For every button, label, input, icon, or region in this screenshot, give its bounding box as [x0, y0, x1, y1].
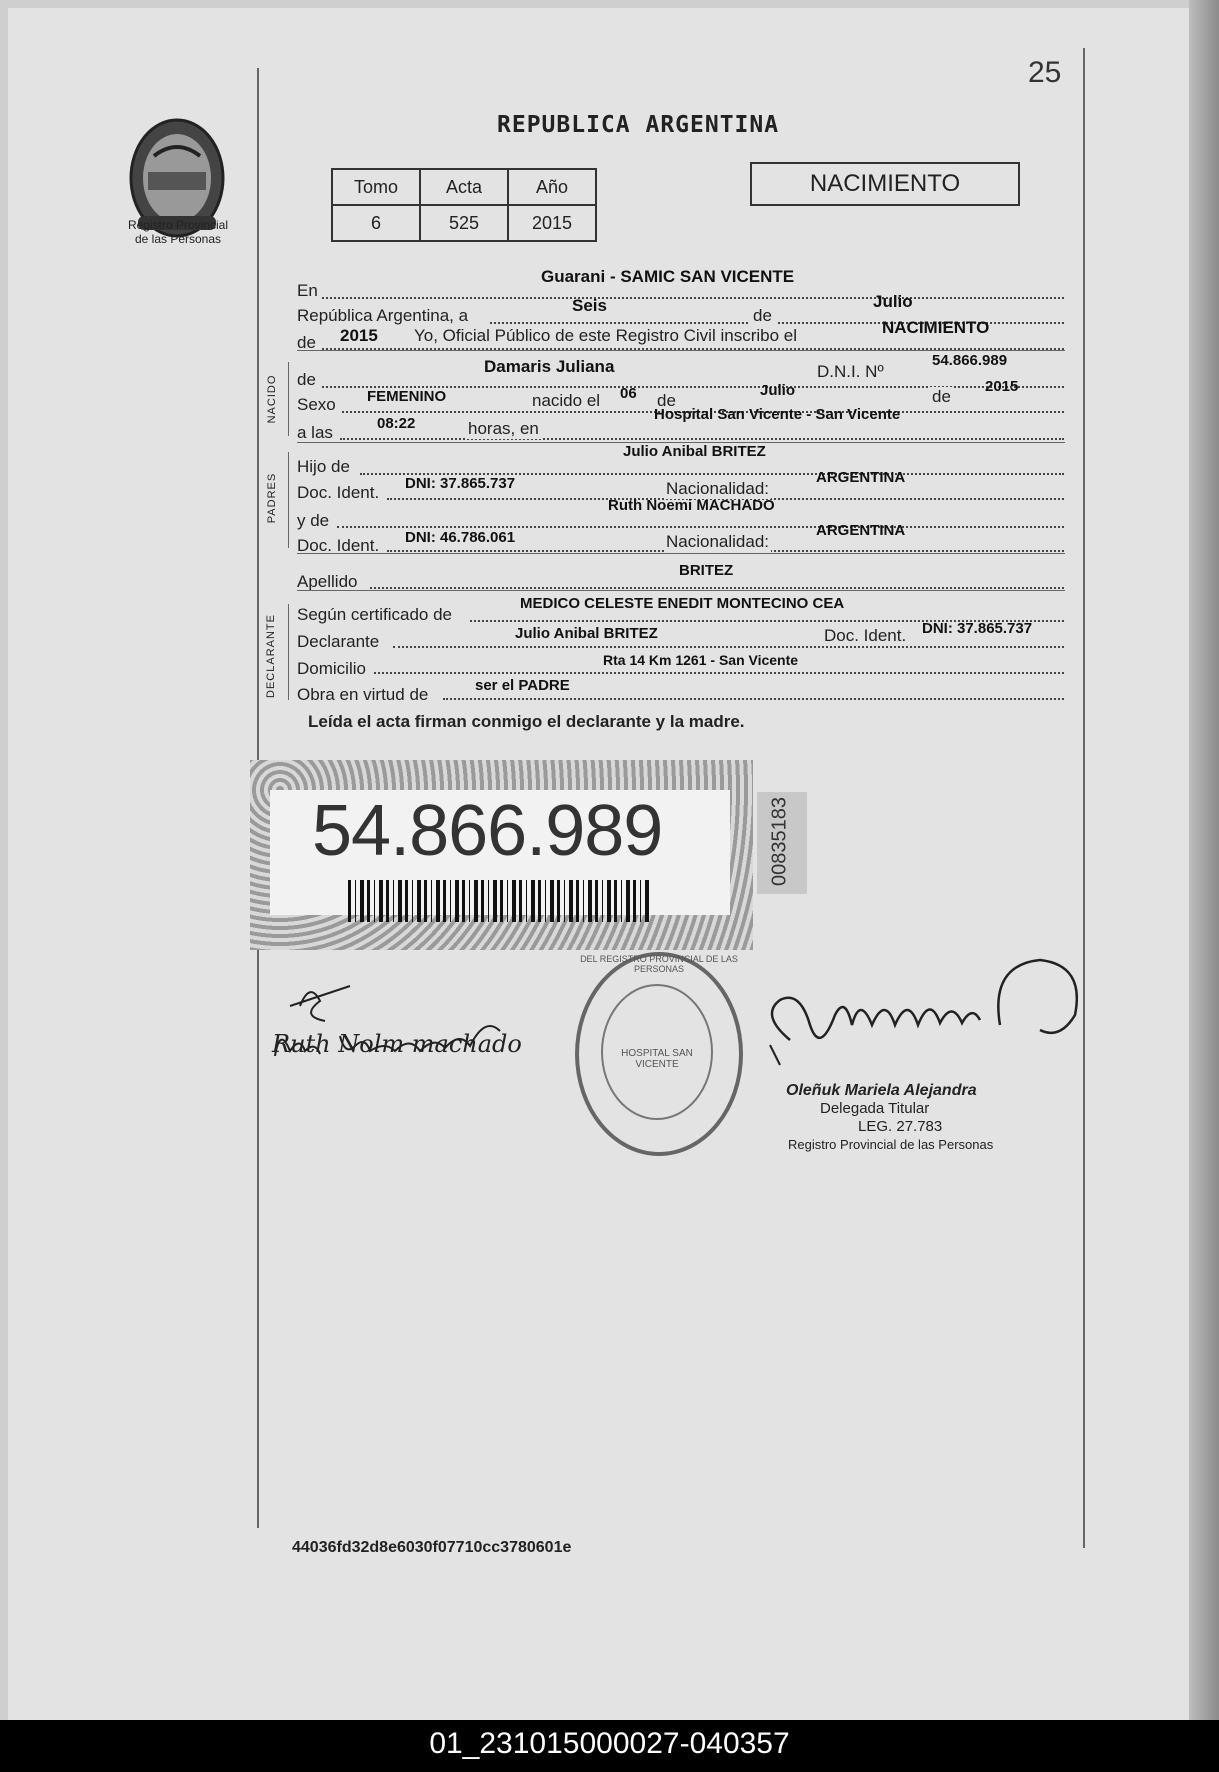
certificado-label: Según certificado de: [297, 605, 452, 624]
nacido-bracket: [288, 362, 289, 436]
nacido-el-label: nacido el: [532, 391, 601, 410]
republica-label: República Argentina, a: [297, 306, 469, 325]
domicilio-label: Domicilio: [297, 659, 366, 678]
nacido-de-label: de: [297, 370, 316, 389]
tomo-header: Tomo: [332, 169, 420, 205]
hora-dots: [340, 438, 1064, 440]
apellido-value: BRITEZ: [679, 562, 734, 579]
lugar-value: Hospital San Vicente - San Vicente: [654, 406, 901, 423]
right-margin-line: [1083, 48, 1085, 1548]
logo-caption: [108, 218, 248, 246]
nacido-dia-value: 06: [620, 385, 637, 402]
page-edge: [1189, 0, 1219, 1720]
acta-header: Acta: [420, 169, 508, 205]
padre-nac-label: Nacionalidad:: [666, 479, 770, 498]
sexo-value: FEMENINO: [367, 388, 447, 405]
y-de-label: y de: [297, 511, 330, 530]
registry-table: [331, 168, 597, 242]
official-role: Delegada Titular: [820, 1100, 930, 1117]
en-value: Guarani - SAMIC SAN VICENTE: [541, 267, 795, 286]
official-block: [786, 1082, 993, 1154]
sticker-serial: 00835183: [768, 797, 791, 886]
dni-value: 54.866.989: [932, 352, 1008, 369]
page-number: 25: [1028, 56, 1062, 89]
barcode: [348, 880, 650, 922]
padre-value: Julio Anibal BRITEZ: [623, 443, 766, 460]
oficial-text: Yo, Oficial Público de este Registro Civil inscribo el: [414, 326, 797, 345]
tomo-value: 6: [332, 205, 420, 241]
official-name: Oleñuk Mariela Alejandra: [786, 1082, 977, 1099]
separator-3: [297, 553, 1065, 554]
nacido-mes-value: Julio: [760, 382, 796, 399]
anio-header: Año: [508, 169, 596, 205]
horas-en-label: horas, en: [468, 419, 539, 438]
record-type-box: NACIMIENTO: [750, 162, 1020, 206]
acta-value: 525: [420, 205, 508, 241]
sexo-label: Sexo: [297, 395, 336, 414]
hora-label: a las: [297, 423, 333, 442]
padre-doc-value: DNI: 37.865.737: [405, 475, 516, 492]
padre-nac-value: ARGENTINA: [816, 469, 906, 486]
nombre-value: Damaris Juliana: [484, 357, 615, 376]
obra-label: Obra en virtud de: [297, 685, 429, 704]
madre-nac-label: Nacionalidad:: [666, 532, 770, 551]
madre-doc-value: DNI: 46.786.061: [405, 529, 516, 546]
nacido-de2-label: de: [657, 391, 676, 410]
domicilio-value: Rta 14 Km 1261 - San Vicente: [603, 652, 799, 668]
declarante-dots: [393, 646, 1064, 648]
sticker-number: 54.866.989: [312, 791, 663, 871]
hijo-de-label: Hijo de: [297, 457, 350, 476]
madre-doc-label: Doc. Ident.: [297, 536, 380, 555]
y-de-dots: [337, 526, 1064, 528]
official-signature: [740, 955, 1085, 1075]
certificado-value: MEDICO CELESTE ENEDIT MONTECINO CEA: [520, 595, 845, 612]
de2-label: de: [297, 333, 316, 352]
apellido-dots: [370, 587, 1064, 589]
section-label-nacido: NACIDO: [266, 374, 278, 424]
declarante-doc-label: Doc. Ident.: [824, 626, 907, 645]
dia-value: Seis: [572, 296, 607, 315]
logo-caption-line1: Registro Provincial: [127, 218, 229, 232]
dni-sticker: [250, 760, 753, 950]
document-title: REPUBLICA ARGENTINA: [497, 112, 780, 138]
separator-1: [297, 350, 1065, 351]
en-dots: [322, 297, 1064, 299]
mes-value: Julio: [873, 292, 913, 311]
official-leg: LEG. 27.783: [858, 1118, 943, 1135]
sticker-label: [270, 790, 730, 915]
de-label: de: [749, 306, 776, 326]
seal-inner-text: HOSPITAL SAN VICENTE: [621, 1048, 693, 1070]
apellido-label: Apellido: [297, 572, 358, 591]
footer-id: 01_231015000027-040357: [0, 1720, 1219, 1772]
mother-signature-text: Ruth Nolm machado: [272, 1030, 522, 1058]
obra-value: ser el PADRE: [475, 677, 570, 694]
obra-dots: [443, 698, 1064, 700]
section-label-declarante: DECLARANTE: [265, 614, 277, 698]
dni-label: D.N.I. Nº: [817, 362, 884, 381]
inscribo-value: NACIMIENTO: [882, 318, 990, 337]
separator-4: [297, 590, 1065, 591]
document-hash: 44036fd32d8e6030f07710cc3780601e: [292, 1539, 572, 1556]
closing-statement: Leída el acta firman conmigo el declarante y la madre.: [308, 712, 745, 731]
madre-value: Ruth Noemi MACHADO: [608, 497, 775, 514]
official-registry: Registro Provincial de las Personas: [788, 1137, 994, 1152]
declarante-value: Julio Anibal BRITEZ: [515, 625, 658, 642]
seal-ring-text: DEL REGISTRO PROVINCIAL DE LAS PERSONAS: [580, 954, 738, 974]
anio-value: 2015: [508, 205, 596, 241]
domicilio-dots: [374, 672, 1064, 674]
section-label-padres: PADRES: [266, 472, 278, 524]
madre-nac-value: ARGENTINA: [816, 522, 906, 539]
logo-caption-line2: de las Personas: [134, 232, 222, 246]
padre-doc-label: Doc. Ident.: [297, 483, 380, 502]
declarante-label: Declarante: [297, 632, 380, 651]
nacido-de3-label: de: [932, 387, 951, 406]
nacido-anio-value: 2015: [985, 378, 1019, 395]
declarante-doc-value: DNI: 37.865.737: [922, 620, 1033, 637]
padres-bracket: [288, 452, 289, 548]
en-label: En: [297, 281, 318, 300]
anio-field-value: 2015: [340, 326, 378, 345]
declarante-bracket: [288, 604, 289, 700]
official-seal: [575, 952, 743, 1156]
hora-value: 08:22: [377, 415, 416, 432]
